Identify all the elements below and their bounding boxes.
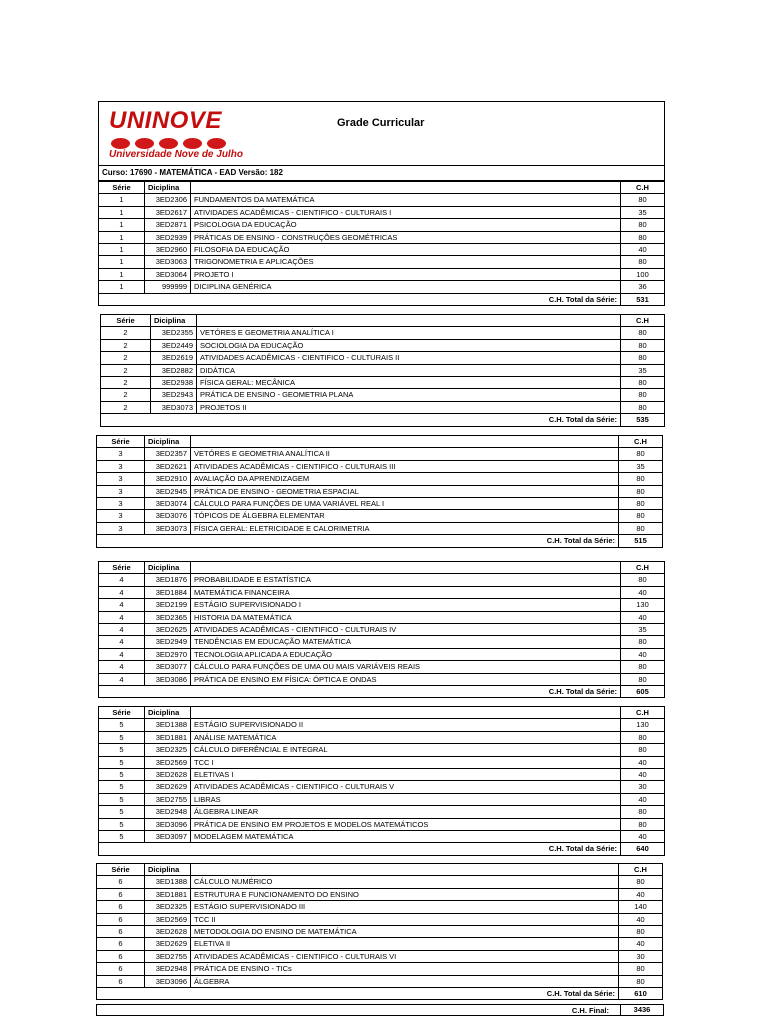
header-disciplina: Diciplina	[145, 864, 191, 876]
table-header-row	[99, 182, 665, 194]
table-row: 2 3ED2943 PRÁTICA DE ENSINO - GEOMETRIA PLANA 80	[101, 389, 665, 401]
table-row: 5 3ED2569 TCC I 40	[99, 756, 665, 768]
table-row: 4 3ED1884 MATEMÁTICA FINANCEIRA 40	[99, 586, 665, 598]
serie-block-3	[96, 435, 663, 548]
logo-dots	[111, 136, 231, 148]
final-total-label: C.H. Final:	[571, 1006, 609, 1015]
header-serie: Série	[99, 707, 145, 719]
table-row: 6 3ED1388 CÁLCULO NUMÉRICO 80	[97, 876, 663, 888]
table-header-row	[101, 315, 665, 327]
table-row: 4 3ED2970 TECNOLOGIA APLICADA A EDUCAÇÃO 40	[99, 648, 665, 660]
document-header	[98, 101, 665, 166]
serie-table	[96, 863, 663, 1000]
table-row: 2 3ED2882 DIDÁTICA 35	[101, 364, 665, 376]
header-ch: C.H	[621, 182, 665, 194]
table-row: 5 3ED1881 ANÁLISE MATEMÁTICA 80	[99, 731, 665, 743]
final-total-value: 3436	[620, 1004, 663, 1016]
table-header-row	[97, 864, 663, 876]
total-label: C.H. Total da Série:	[145, 293, 621, 305]
header-disciplina: Diciplina	[145, 436, 191, 448]
table-row: 5 3ED3096 PRÁTICA DE ENSINO EM PROJETOS E MODELOS MATEMÁTICOS 80	[99, 818, 665, 830]
final-total	[96, 1004, 664, 1016]
serie-table	[96, 435, 663, 548]
total-value: 640	[621, 843, 665, 855]
total-row	[97, 988, 663, 1000]
total-value: 531	[621, 293, 665, 305]
table-row: 1 3ED2939 PRÁTICAS DE ENSINO - CONSTRUÇÕES GEOMÉTRICAS 80	[99, 231, 665, 243]
table-row: 3 3ED3076 TÓPICOS DE ÁLGEBRA ELEMENTAR 80	[97, 510, 663, 522]
logo-subtitle: Universidade Nove de Julho	[109, 149, 243, 160]
serie-block-1	[98, 181, 665, 306]
serie-table	[98, 561, 665, 698]
table-row: 3 3ED2357 VETÓRES E GEOMETRIA ANALÍTICA II 80	[97, 448, 663, 460]
table-row: 3 3ED2910 AVALIAÇÃO DA APRENDIZAGEM 80	[97, 473, 663, 485]
table-row: 6 3ED3096 ÁLGEBRA 80	[97, 975, 663, 987]
table-header-row	[97, 436, 663, 448]
header-ch: C.H	[621, 315, 665, 327]
table-row: 4 3ED3086 PRÁTICA DE ENSINO EM FÍSICA: ÓPTICA E ONDAS 80	[99, 673, 665, 685]
total-label: C.H. Total da Série:	[145, 988, 619, 1000]
course-info: Curso: 17690 - MATEMÁTICA - EAD Versão: 182	[98, 166, 665, 181]
table-row: 6 3ED2755 ATIVIDADES ACADÊMICAS - CIENTIFICO - CULTURAIS VI 30	[97, 950, 663, 962]
table-row: 1 3ED3063 TRIGONOMETRIA E APLICAÇÕES 80	[99, 256, 665, 268]
table-row: 4 3ED2365 HISTORIA DA MATEMÁTICA 40	[99, 611, 665, 623]
total-label: C.H. Total da Série:	[145, 535, 619, 547]
header-disciplina: Diciplina	[151, 315, 197, 327]
header-ch: C.H	[621, 562, 665, 574]
table-row: 6 3ED2948 PRÁTICA DE ENSINO - TICs 80	[97, 963, 663, 975]
total-value: 535	[621, 414, 665, 426]
total-value: 610	[619, 988, 663, 1000]
table-row: 4 3ED1876 PROBABILIDADE E ESTATÍSTICA 80	[99, 574, 665, 586]
header-disciplina: Diciplina	[145, 182, 191, 194]
serie-block-4	[98, 561, 665, 698]
serie-table	[98, 181, 665, 306]
table-row: 3 3ED3074 CÁLCULO PARA FUNÇÕES DE UMA VARIÁVEL REAL I 80	[97, 498, 663, 510]
header-serie: Série	[101, 315, 151, 327]
table-row: 5 3ED1388 ESTÁGIO SUPERVISIONADO II 130	[99, 719, 665, 731]
table-row: 4 3ED2625 ATIVIDADES ACADÊMICAS - CIENTIFICO - CULTURAIS IV 35	[99, 624, 665, 636]
table-row: 3 3ED2945 PRÁTICA DE ENSINO - GEOMETRIA ESPACIAL 80	[97, 485, 663, 497]
header-disciplina: Diciplina	[145, 707, 191, 719]
serie-block-2	[100, 314, 665, 427]
table-row: 1 3ED2871 PSICOLOGIA DA EDUCAÇÃO 80	[99, 219, 665, 231]
header-serie: Série	[97, 436, 145, 448]
table-row: 2 3ED2619 ATIVIDADES ACADÊMICAS - CIENTIFICO - CULTURAIS II 80	[101, 352, 665, 364]
table-row: 4 3ED2949 TENDÊNCIAS EM EDUCAÇÃO MATEMÁTICA 80	[99, 636, 665, 648]
total-row	[97, 535, 663, 547]
header-ch: C.H	[619, 436, 663, 448]
table-row: 6 3ED2628 METODOLOGIA DO ENSINO DE MATEMÁTICA 80	[97, 926, 663, 938]
total-row	[99, 686, 665, 698]
header-serie: Série	[99, 182, 145, 194]
header-ch: C.H	[621, 707, 665, 719]
uninove-logo	[109, 107, 243, 160]
total-label: C.H. Total da Série:	[151, 414, 621, 426]
table-header-row	[99, 707, 665, 719]
header-serie: Série	[97, 864, 145, 876]
table-row: 1 999999 DICIPLINA GENÉRICA 36	[99, 281, 665, 293]
table-header-row	[99, 562, 665, 574]
total-label: C.H. Total da Série:	[145, 686, 621, 698]
table-row: 6 3ED1881 ESTRUTURA E FUNCIONAMENTO DO ENSINO 40	[97, 888, 663, 900]
serie-table	[98, 706, 665, 856]
total-row	[101, 414, 665, 426]
table-row: 5 3ED2948 ÁLGEBRA LINEAR 80	[99, 806, 665, 818]
total-label: C.H. Total da Série:	[145, 843, 621, 855]
total-value: 515	[619, 535, 663, 547]
table-row: 4 3ED2199 ESTÁGIO SUPERVISIONADO I 130	[99, 599, 665, 611]
table-row: 2 3ED3073 PROJETOS II 80	[101, 401, 665, 413]
table-row: 1 3ED2306 FUNDAMENTOS DA MATEMÁTICA 80	[99, 194, 665, 206]
table-row: 6 3ED2629 ELETIVA II 40	[97, 938, 663, 950]
table-row: 6 3ED2325 ESTÁGIO SUPERVISIONADO III 140	[97, 901, 663, 913]
table-row: 2 3ED2355 VETÓRES E GEOMETRIA ANALÍTICA I 80	[101, 327, 665, 339]
logo-title: UNINOVE	[109, 107, 222, 134]
table-row: 2 3ED2938 FÍSICA GERAL: MECÂNICA 80	[101, 377, 665, 389]
total-row	[99, 293, 665, 305]
table-row: 3 3ED3073 FÍSICA GERAL: ELETRICIDADE E CALORIMETRIA 80	[97, 522, 663, 534]
table-row: 1 3ED2617 ATIVIDADES ACADÊMICAS - CIENTIFICO - CULTURAIS I 35	[99, 206, 665, 218]
header-disciplina: Diciplina	[145, 562, 191, 574]
table-row: 5 3ED2325 CÁLCULO DIFERÊNCIAL E INTEGRAL 80	[99, 744, 665, 756]
table-row: 1 3ED2960 FILOSOFIA DA EDUCAÇÃO 40	[99, 244, 665, 256]
serie-table	[100, 314, 665, 427]
table-row: 5 3ED2628 ELETIVAS I 40	[99, 769, 665, 781]
table-row: 5 3ED2755 LIBRAS 40	[99, 793, 665, 805]
table-row: 2 3ED2449 SOCIOLOGIA DA EDUCAÇÃO 80	[101, 339, 665, 351]
header-ch: C.H	[619, 864, 663, 876]
table-row: 5 3ED3097 MODELAGEM MATEMÁTICA 40	[99, 831, 665, 843]
table-row: 4 3ED3077 CÁLCULO PARA FUNÇÕES DE UMA OU MAIS VARIÁVEIS REAIS 80	[99, 661, 665, 673]
table-row: 3 3ED2621 ATIVIDADES ACADÊMICAS - CIENTIFICO - CULTURAIS III 35	[97, 460, 663, 472]
total-value: 605	[621, 686, 665, 698]
table-row: 1 3ED3064 PROJETO I 100	[99, 268, 665, 280]
serie-block-5	[98, 706, 665, 856]
table-row: 5 3ED2629 ATIVIDADES ACADÊMICAS - CIENTIFICO - CULTURAIS V 30	[99, 781, 665, 793]
page-title: Grade Curricular	[337, 117, 425, 129]
header-serie: Série	[99, 562, 145, 574]
serie-block-6	[96, 863, 663, 1000]
table-row: 6 3ED2569 TCC II 40	[97, 913, 663, 925]
total-row	[99, 843, 665, 855]
